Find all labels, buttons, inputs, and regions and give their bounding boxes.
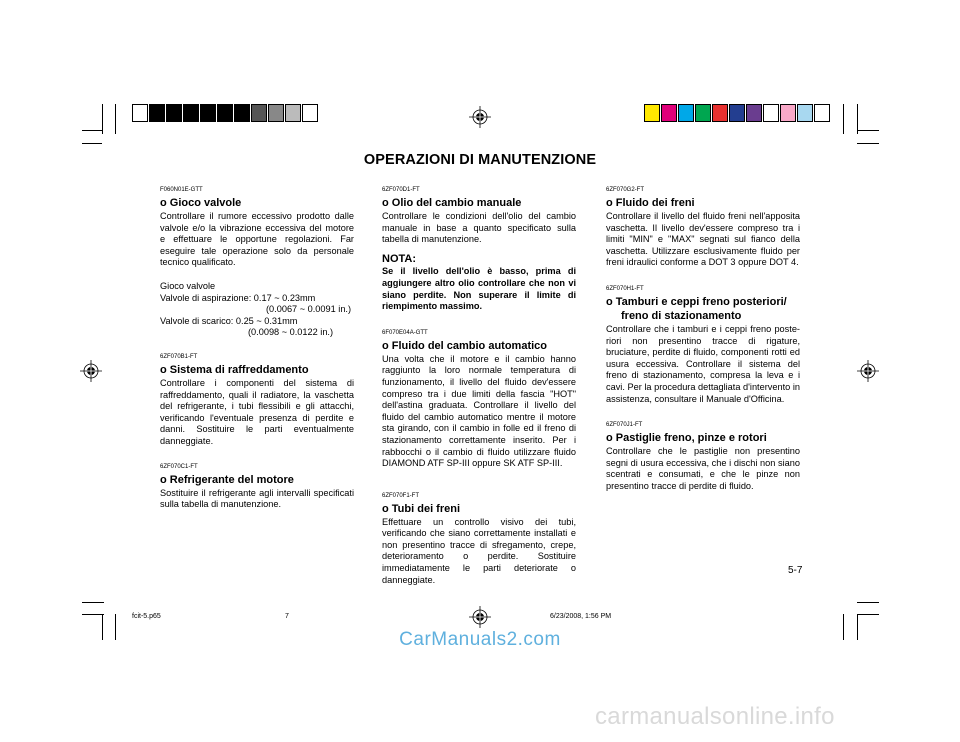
registration-target-right <box>857 360 879 382</box>
section-code: 6ZF070H1-FT <box>606 285 644 292</box>
section-body: Sostituire il refrigerante agli intervalli specificati sulla tabella di manutenzione. <box>160 487 354 510</box>
section-body: Controllare le condizioni dell'olio del cambio manuale in base a quanto specificato sulla tabella di manutenzione. <box>382 211 576 245</box>
color-swatch <box>746 104 762 122</box>
grayscale-bar <box>132 104 319 122</box>
color-swatch <box>234 104 250 122</box>
spec-title: Gioco valvole <box>160 280 216 291</box>
color-swatch <box>268 104 284 122</box>
section-body: Controllare i componenti del sistema di raffreddamento, quali il radiatore, la vaschetta del refrigerante, i tubi flessibili e gli attacchi, verificando l'eventuale presenza di perdite e danni. Sostituire le parti eventualmente danneggiate. <box>160 377 354 446</box>
registration-target-left <box>80 360 102 382</box>
page-number: 5-7 <box>788 565 803 576</box>
color-swatch <box>302 104 318 122</box>
section-code: 6ZF070F1-FT <box>382 492 420 499</box>
section-body: Controllare il livello del fluido freni nell'apposita vaschetta. Il livello dev'essere compreso tra i limiti "MIN" e "MAX" segnati sul fianco della vaschetta. Utilizzare esclusivamente fluido per freni idraulici conforme a DOT 3 oppure DOT 4. <box>606 211 800 268</box>
spec-exhaust: Valvole di scarico: 0.25 ~ 0.31mm <box>160 315 298 326</box>
color-swatch <box>285 104 301 122</box>
section-code: 6ZF070C1-FT <box>160 463 198 470</box>
section-code: 6F070E04A-GTT <box>382 329 428 336</box>
section-heading-continued: freno di stazionamento <box>621 309 742 322</box>
color-swatch <box>644 104 660 122</box>
footer-filename: fcit-5.p65 <box>132 613 161 620</box>
section-body: Controllare che i tamburi e i ceppi freno poste- riori non presentino tracce di rigature, bruciature, perdite di fluido, componenti rotti ed usura eccessiva. Controllare il sistema del freno di stazionamento, compresa la leva e i cavi. Per la procedura dettagliata d'intervento in assistenza, consultare il Manuale d'Officina. <box>606 323 800 404</box>
color-swatch <box>166 104 182 122</box>
spec-intake-inches: (0.0067 ~ 0.0091 in.) <box>266 304 352 315</box>
color-swatch <box>695 104 711 122</box>
color-swatch <box>132 104 148 122</box>
section-code: F060N01E-GTT <box>160 187 203 193</box>
color-swatch <box>712 104 728 122</box>
right-column <box>606 186 800 493</box>
section-heading: o Fluido del cambio automatico <box>382 339 548 352</box>
color-swatch <box>200 104 216 122</box>
color-swatch <box>780 104 796 122</box>
footer-date: 6/23/2008, 1:56 PM <box>550 613 612 620</box>
section-code: 6ZF070J1-FT <box>606 422 643 429</box>
section-code: 6ZF070G2-FT <box>606 187 645 193</box>
section-heading: o Tamburi e ceppi freno posteriori/ <box>606 295 787 308</box>
section-heading: o Pastiglie freno, pinze e rotori <box>606 432 767 445</box>
page-title: OPERAZIONI DI MANUTENZIONE <box>363 152 597 168</box>
note-body: Se il livello dell'olio è basso, prima di aggiungere altro olio controllare che non vi siano perdite. Non superare il limite di riempimento massimo. <box>382 266 576 312</box>
section-body: Una volta che il motore e il cambio hanno raggiunto la loro normale temperatura di funzionamento, il livello del fluido dev'essere compreso tra i due limiti della fascia "HOT" dell'astina graduata. Controllare il livello del fluido del cambio automatico mentre il motore sta girando, con il cambio in folle ed il freno di stazionamento correttamente inserito. Per i rabbocchi o il cambio di fluido utilizzare fluido DIAMOND ATF SP-III oppure SK ATF SP-III. <box>382 353 576 469</box>
note-label: NOTA: <box>382 252 417 265</box>
color-swatch <box>149 104 165 122</box>
color-swatch <box>661 104 677 122</box>
color-swatch <box>814 104 830 122</box>
left-column <box>160 186 354 511</box>
section-heading: o Tubi dei freni <box>382 502 461 515</box>
registration-target-top <box>469 106 491 128</box>
spec-intake: Valvole di aspirazione: 0.17 ~ 0.23mm <box>160 292 316 303</box>
section-body: Controllare che le pastiglie non presentino segni di usura eccessiva, che i dischi non siano scentrati e consumati, e che le pinze non presentino tracce di perdite di fluido. <box>606 446 800 491</box>
color-swatch <box>729 104 745 122</box>
color-swatch <box>678 104 694 122</box>
section-code: 6ZF070D1-FT <box>382 187 420 193</box>
color-swatch <box>763 104 779 122</box>
section-heading: o Olio del cambio manuale <box>382 197 522 209</box>
color-swatch <box>183 104 199 122</box>
section-heading: o Refrigerante del motore <box>160 473 294 486</box>
color-swatch <box>797 104 813 122</box>
watermark-carmanuals2[interactable]: CarManuals2.com <box>399 629 561 650</box>
section-code: 6ZF070B1-FT <box>160 353 198 360</box>
color-swatch <box>251 104 267 122</box>
middle-column <box>382 186 576 586</box>
color-swatch <box>217 104 233 122</box>
section-body: Effettuare un controllo visivo dei tubi, verificando che siano correttamente installati e non presentino tracce di sfregamento, crepe, deterioramento o perdite. Sostituire immediatamente le parti deteriorate o danneggiate. <box>382 516 576 585</box>
section-heading: o Fluido dei freni <box>606 197 695 209</box>
color-bar <box>644 104 831 122</box>
section-heading: o Gioco valvole <box>160 197 242 209</box>
footer-page: 7 <box>285 613 289 620</box>
section-body: Controllare il rumore eccessivo prodotto dalle valvole e/o la vibrazione eccessiva del motore e effettuare le opportune regolazioni. Far eseguire tale operazione solo da personale tecnico qualificato. <box>160 211 354 268</box>
watermark-carmanualsonline[interactable]: carmanualsonline.info <box>595 703 835 730</box>
registration-target-bottom <box>469 606 491 628</box>
section-heading: o Sistema di raffreddamento <box>160 363 309 376</box>
spec-exhaust-inches: (0.0098 ~ 0.0122 in.) <box>248 327 334 338</box>
